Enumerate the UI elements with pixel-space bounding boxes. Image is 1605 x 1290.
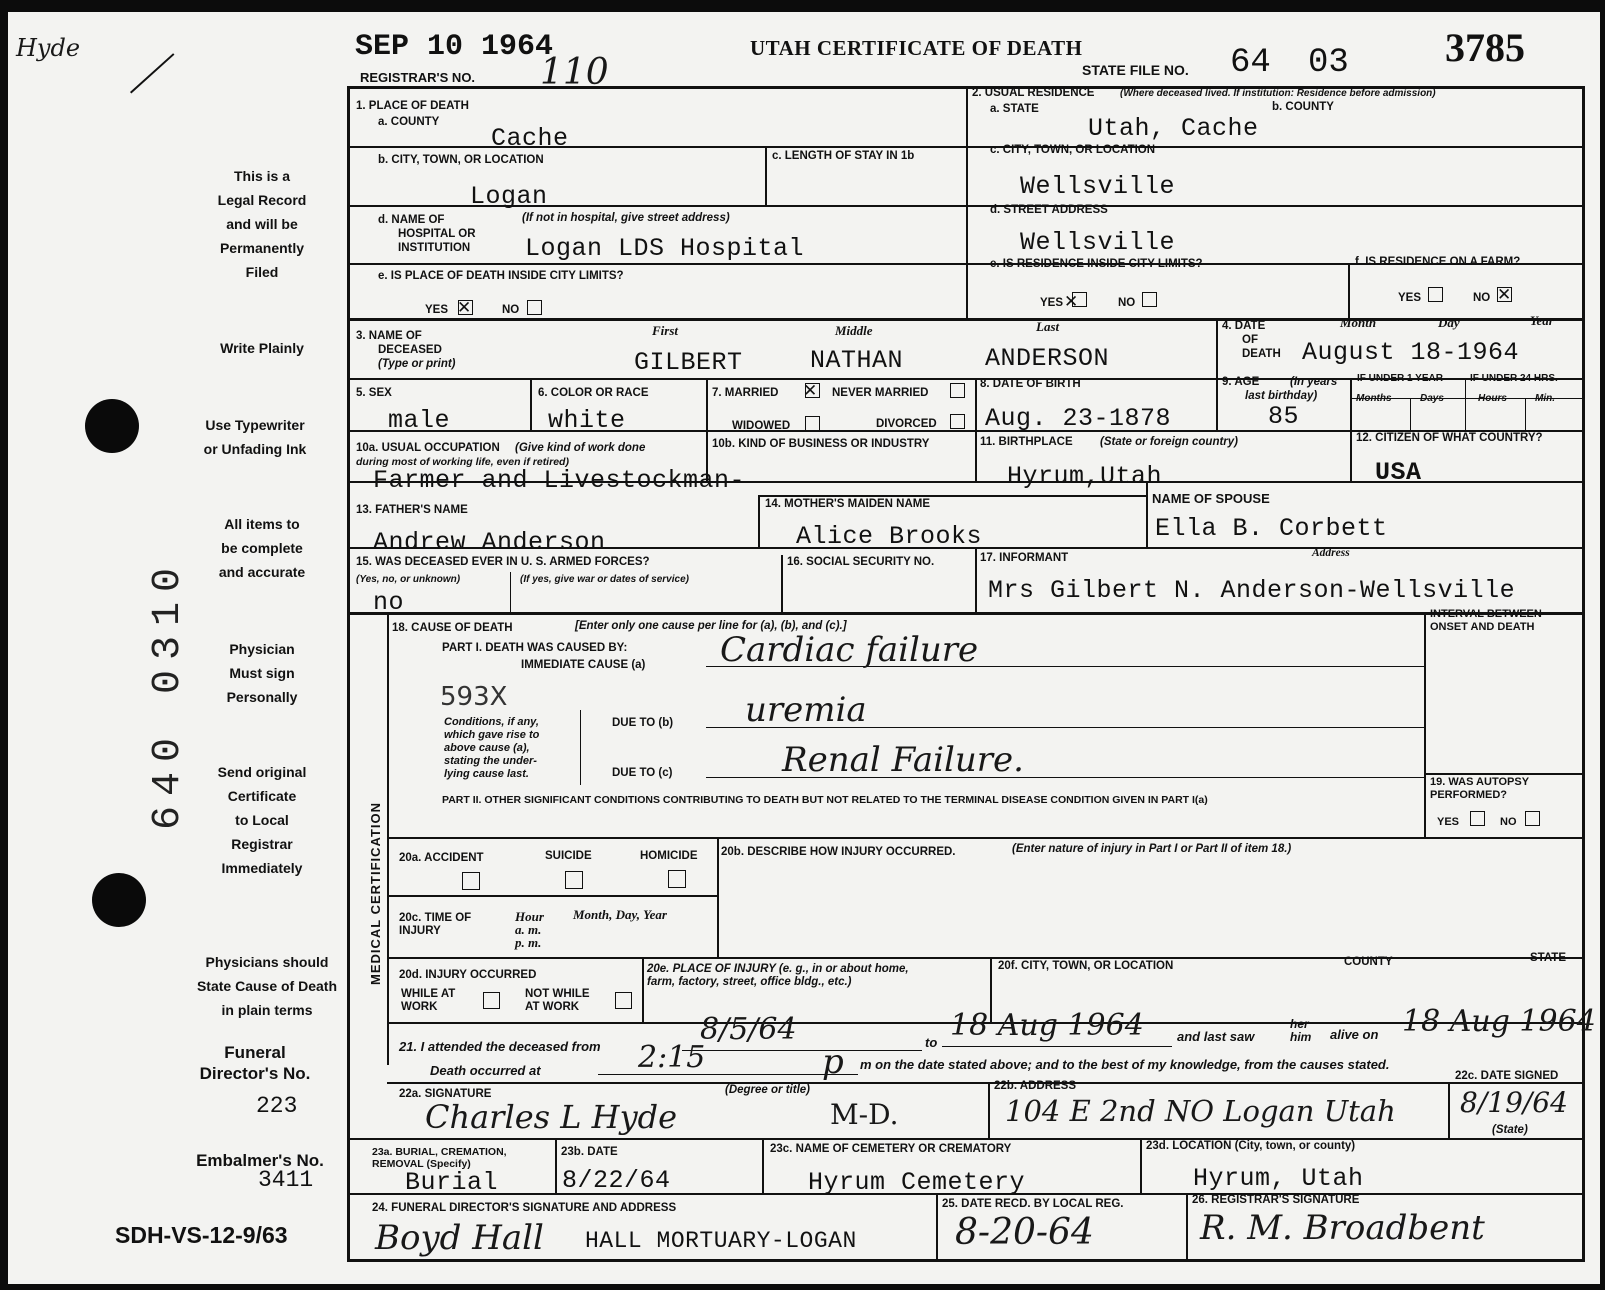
first-label: First — [652, 323, 679, 338]
armed-value: no — [373, 588, 405, 617]
res-city-value: Wellsville — [1020, 172, 1176, 201]
autopsy-yes-checkbox[interactable] — [1470, 811, 1485, 826]
res-state-county-value: Utah, Cache — [1088, 114, 1259, 143]
cause-b-value: uremia — [745, 690, 867, 730]
state-file-b: 03 — [1308, 44, 1349, 82]
city-label: b. CITY, TOWN, OR LOCATION — [378, 154, 544, 166]
injury-state-label: STATE — [1530, 952, 1566, 964]
father-label: 13. FATHER'S NAME — [356, 504, 468, 516]
death-occurred-label: Death occurred at — [430, 1063, 541, 1078]
res-county-label: b. COUNTY — [1272, 101, 1334, 113]
funeral-director-label: Funeral Director's No. — [199, 1043, 311, 1083]
embalmer-no: 3411 — [258, 1167, 314, 1193]
attended-label: 21. I attended the deceased from — [399, 1039, 601, 1054]
alive-on-value: 18 Aug 1964 — [1402, 1004, 1596, 1039]
married-label: 7. MARRIED — [712, 387, 779, 399]
while-at-work-label: WHILE AT WORK — [401, 988, 456, 1013]
month-day-year-label: Month, Day, Year — [573, 907, 667, 922]
while-at-work-checkbox[interactable] — [483, 992, 500, 1009]
name-deceased-label: 3. NAME OF — [356, 330, 422, 342]
location-label: 23d. LOCATION (City, town, or county) — [1146, 1140, 1356, 1152]
complete-note: All items to be complete and accurate — [218, 516, 306, 580]
form-code: SDH-VS-12-9/63 — [115, 1222, 288, 1248]
date-signed-value: 8/19/64 — [1460, 1086, 1568, 1119]
part-1-label: PART I. DEATH WAS CAUSED BY: — [442, 642, 628, 654]
typewriter-note: Use Typewriter or Unfading Ink — [203, 417, 307, 457]
check-mark: ✕ — [1497, 285, 1512, 305]
registrar-no-label: REGISTRAR'S NO. — [360, 70, 476, 85]
name-deceased-label-2: DECEASED — [378, 344, 442, 356]
res-inside-city-label: e. IS RESIDENCE INSIDE CITY LIMITS? — [990, 258, 1203, 270]
address-label: Address — [1312, 547, 1350, 559]
place-of-injury-label: 20e. PLACE OF INJURY (e. g., in or about home, farm, factory, street, office bldg., etc.) — [647, 963, 909, 988]
vertical-serial-number: 640 0310 — [146, 557, 191, 830]
birthplace-note: (State or foreign country) — [1100, 436, 1239, 448]
cemetery-value: Hyrum Cemetery — [808, 1168, 1026, 1197]
county-label: a. COUNTY — [378, 116, 440, 128]
year-label: Year — [1530, 313, 1554, 328]
hospital-label: d. NAME OF — [378, 214, 445, 226]
mother-value: Alice Brooks — [796, 522, 983, 551]
occupation-label: 10a. USUAL OCCUPATION — [356, 442, 500, 454]
first-name-value: GILBERT — [634, 348, 743, 377]
injury-occurred-label: 20d. INJURY OCCURRED — [399, 969, 537, 981]
registrar-sig-label: 26. REGISTRAR'S SIGNATURE — [1192, 1194, 1360, 1206]
him-her-label: her him — [1290, 1017, 1312, 1044]
middle-label: Middle — [835, 323, 873, 338]
dob-value: Aug. 23-1878 — [985, 404, 1172, 433]
date-of-death-label: 4. DATE — [1222, 320, 1266, 332]
attended-to-label: to — [925, 1035, 938, 1050]
embalmer-label: Embalmer's No. — [196, 1151, 324, 1170]
date-of-death-label-3: DEATH — [1242, 348, 1281, 360]
day-label: Day — [1438, 315, 1460, 330]
father-value: Andrew Anderson — [373, 528, 606, 557]
days-label: Days — [1420, 393, 1444, 404]
sig-address-label: 22b. ADDRESS — [994, 1080, 1077, 1092]
funeral-home-value: HALL MORTUARY-LOGAN — [585, 1228, 857, 1254]
check-mark: ✕ — [803, 381, 818, 401]
month-label: Month — [1340, 315, 1377, 330]
degree-label: (Degree or title) — [725, 1084, 810, 1096]
last-label: Last — [1036, 319, 1060, 334]
on-farm-label: f. IS RESIDENCE ON A FARM? — [1355, 256, 1521, 268]
age-note-2: last birthday) — [1245, 390, 1318, 402]
min-label: Min. — [1535, 393, 1555, 404]
alive-on-label: alive on — [1330, 1027, 1379, 1042]
physician-signature: Charles L Hyde — [425, 1098, 678, 1136]
date-of-death-label-2: OF — [1242, 334, 1258, 346]
date-of-death-value: August 18-1964 — [1302, 338, 1520, 367]
punch-hole — [92, 873, 146, 927]
burial-label: 23a. BURIAL, CREMATION, REMOVAL (Specify) — [372, 1146, 507, 1170]
check-mark: ✕ — [457, 298, 472, 318]
describe-injury-label: 20b. DESCRIBE HOW INJURY OCCURRED. — [721, 846, 956, 858]
send-original-note: Send original Certificate to Local Registrar Immediately — [217, 764, 307, 876]
occupation-value: Farmer and Livestockman- — [373, 466, 746, 495]
citizen-value: USA — [1375, 458, 1422, 487]
interval-label: INTERVAL BETWEEN ONSET AND DEATH — [1430, 608, 1542, 633]
never-married-label: NEVER MARRIED — [832, 387, 929, 399]
usual-residence-label: 2. USUAL RESIDENCE — [972, 87, 1095, 99]
burial-date-label: 23b. DATE — [561, 1146, 618, 1158]
spouse-label: NAME OF SPOUSE — [1152, 491, 1270, 506]
middle-name-value: NATHAN — [810, 346, 904, 375]
under-24-hrs-label: IF UNDER 24 HRS. — [1470, 373, 1558, 384]
place-of-death-label: 1. PLACE OF DEATH — [356, 100, 469, 112]
autopsy-no-label: NO — [1500, 816, 1517, 828]
physicians-state-note: Physicians should State Cause of Death in plain terms — [196, 954, 338, 1018]
spouse-value: Ella B. Corbett — [1155, 514, 1388, 543]
time-of-injury-label: 20c. TIME OF INJURY — [399, 912, 472, 937]
funeral-director-signature: Boyd Hall — [375, 1218, 544, 1258]
state-paren-label: (State) — [1492, 1124, 1528, 1136]
hospital-value: Logan LDS Hospital — [525, 234, 805, 263]
last-saw-label: and last saw — [1177, 1029, 1255, 1044]
burial-value: Burial — [405, 1168, 499, 1197]
attended-to-value: 18 Aug 1964 — [950, 1008, 1144, 1043]
write-plainly-note: Write Plainly — [220, 340, 304, 356]
injury-city-label: 20f. CITY, TOWN, OR LOCATION — [998, 960, 1174, 972]
informant-value: Mrs Gilbert N. Anderson-Wellsville — [988, 576, 1516, 605]
cemetery-location-value: Hyrum, Utah — [1193, 1164, 1364, 1193]
death-inside-no-checkbox[interactable] — [527, 300, 542, 315]
street-value: Wellsville — [1020, 228, 1176, 257]
armed-note: (Yes, no, or unknown) — [356, 574, 461, 585]
occupation-note: (Give kind of work done — [515, 442, 646, 454]
check-mark: ✕ — [1064, 292, 1079, 312]
homicide-checkbox[interactable] — [668, 870, 686, 888]
farm-no-label: NO — [1473, 292, 1491, 304]
funeral-director-sig-label: 24. FUNERAL DIRECTOR'S SIGNATURE AND ADDRESS — [372, 1202, 677, 1214]
code-value: 593X — [440, 682, 508, 712]
autopsy-yes-label: YES — [1437, 816, 1460, 828]
immediate-cause-label: IMMEDIATE CAUSE (a) — [521, 659, 646, 671]
hospital-label-3: INSTITUTION — [398, 242, 471, 254]
date-received-label: 25. DATE RECD. BY LOCAL REG. — [942, 1198, 1124, 1210]
birthplace-value: Hyrum,Utah — [1007, 462, 1163, 491]
cause-a-value: Cardiac failure — [720, 630, 979, 670]
autopsy-label: 19. WAS AUTOPSY PERFORMED? — [1430, 776, 1530, 801]
not-while-at-work-label: NOT WHILE AT WORK — [525, 988, 590, 1013]
dob-label: 8. DATE OF BIRTH — [980, 378, 1081, 390]
county-value: Cache — [491, 124, 569, 153]
inside-city-label: e. IS PLACE OF DEATH INSIDE CITY LIMITS? — [378, 270, 624, 282]
never-married-checkbox[interactable] — [950, 383, 965, 398]
injury-county-label: COUNTY — [1344, 956, 1393, 968]
accident-checkbox[interactable] — [462, 872, 480, 890]
autopsy-no-checkbox[interactable] — [1525, 811, 1540, 826]
due-to-b-label: DUE TO (b) — [612, 717, 674, 729]
res-state-label: a. STATE — [990, 103, 1039, 115]
farm-yes-checkbox[interactable] — [1428, 287, 1443, 302]
suicide-label: SUICIDE — [545, 850, 592, 862]
sex-value: male — [388, 406, 451, 435]
cemetery-label: 23c. NAME OF CEMETERY OR CREMATORY — [770, 1143, 1012, 1155]
time-p-value: p — [822, 1042, 844, 1082]
due-to-c-label: DUE TO (c) — [612, 767, 673, 779]
hours-label: Hours — [1478, 393, 1507, 404]
date-stamp: SEP 10 1964 — [355, 30, 554, 64]
race-value: white — [548, 406, 626, 435]
business-label: 10b. KIND OF BUSINESS OR INDUSTRY — [712, 438, 930, 450]
age-value: 85 — [1268, 402, 1300, 431]
armed-forces-label: 15. WAS DECEASED EVER IN U. S. ARMED FORCES? — [356, 556, 650, 568]
accident-label: 20a. ACCIDENT — [399, 852, 484, 864]
not-while-at-work-checkbox[interactable] — [615, 992, 632, 1009]
usual-residence-note: (Where deceased lived. If institution: Residence before admission) — [1120, 88, 1436, 99]
legal-record-note: This is a Legal Record and will be Permanently Filed — [217, 168, 307, 280]
type-print-note: (Type or print) — [378, 358, 456, 370]
state-file-label: STATE FILE NO. — [1082, 62, 1189, 78]
cause-note: [Enter only one cause per line for (a), (b), and (c).] — [575, 620, 847, 632]
race-label: 6. COLOR OR RACE — [538, 387, 649, 399]
res-inside-no-checkbox[interactable] — [1142, 292, 1157, 307]
homicide-label: HOMICIDE — [640, 850, 698, 862]
mother-label: 14. MOTHER'S MAIDEN NAME — [765, 498, 931, 510]
hospital-label-2: HOSPITAL OR — [398, 228, 476, 240]
death-inside-no-label: NO — [502, 304, 520, 316]
last-name-value: ANDERSON — [985, 344, 1110, 373]
death-inside-yes-label: YES — [425, 304, 449, 316]
divorced-checkbox[interactable] — [950, 414, 965, 429]
divorced-label: DIVORCED — [876, 418, 937, 430]
date-signed-label: 22c. DATE SIGNED — [1455, 1070, 1559, 1082]
physician-degree: M-D. — [830, 1098, 899, 1131]
age-note: (In years — [1290, 376, 1338, 388]
cause-of-death-label: 18. CAUSE OF DEATH — [392, 622, 513, 634]
city-value: Logan — [470, 182, 548, 211]
informant-label: 17. INFORMANT — [980, 552, 1069, 564]
funeral-director-no: 223 — [256, 1093, 298, 1119]
signature-label: 22a. SIGNATURE — [399, 1088, 492, 1100]
state-file-a: 64 — [1230, 44, 1271, 82]
suicide-checkbox[interactable] — [565, 871, 583, 889]
res-city-label: c. CITY, TOWN, OR LOCATION — [990, 144, 1156, 156]
occupation-note-2: during most of working life, even if retired) — [356, 456, 569, 468]
time-of-death-value: 2:15 — [638, 1040, 706, 1075]
part-2-label: PART II. OTHER SIGNIFICANT CONDITIONS CONTRIBUTING TO DEATH BUT NOT RELATED TO THE TERMINAL DISEASE CONDITION GIVEN IN PART I(a) — [442, 794, 1208, 806]
physician-sign-note: Physician Must sign Personally — [226, 641, 298, 705]
medical-certification-label: MEDICAL CERTIFICATION — [368, 801, 383, 985]
registrar-no-value: 110 — [540, 52, 609, 93]
citizen-label: 12. CITIZEN OF WHAT COUNTRY? — [1356, 432, 1543, 444]
hospital-note: (If not in hospital, give street address) — [522, 212, 730, 224]
months-label: Months — [1356, 393, 1392, 404]
registrar-signature: R. M. Broadbent — [1200, 1208, 1485, 1248]
knowledge-statement: m on the date stated above; and to the best of my knowledge, from the causes stated. — [860, 1057, 1390, 1072]
punch-hole — [85, 399, 139, 453]
attended-from-value: 8/5/64 — [700, 1012, 797, 1047]
street-label: d. STREET ADDRESS — [990, 204, 1108, 216]
under-1-year-label: IF UNDER 1 YEAR — [1357, 373, 1443, 384]
sex-label: 5. SEX — [356, 387, 392, 399]
res-inside-yes-label: YES — [1040, 297, 1064, 309]
cause-c-value: Renal Failure. — [782, 740, 1024, 780]
farm-yes-label: YES — [1398, 292, 1422, 304]
length-stay-label: c. LENGTH OF STAY IN 1b — [772, 150, 915, 162]
date-received-value: 8-20-64 — [955, 1212, 1094, 1253]
armed-note-2: (If yes, give war or dates of service) — [520, 574, 689, 585]
widowed-label: WIDOWED — [732, 420, 791, 432]
hour-label: Hour a. m. p. m. — [515, 909, 544, 950]
res-inside-no-label: NO — [1118, 297, 1136, 309]
certificate-number: 3785 — [1445, 25, 1525, 70]
conditions-note: Conditions, if any, which gave rise to above cause (a), stating the under- lying cause last. — [444, 716, 540, 780]
physician-address: 104 E 2nd NO Logan Utah — [1005, 1094, 1396, 1128]
describe-injury-note: (Enter nature of injury in Part I or Part II of item 18.) — [1012, 843, 1292, 855]
burial-date-value: 8/22/64 — [562, 1166, 671, 1195]
corner-note: Hyde — [16, 34, 81, 62]
certificate-title: UTAH CERTIFICATE OF DEATH — [750, 36, 1083, 60]
widowed-checkbox[interactable] — [805, 416, 820, 431]
ssn-label: 16. SOCIAL SECURITY NO. — [787, 556, 935, 568]
age-label: 9. AGE — [1222, 376, 1260, 388]
birthplace-label: 11. BIRTHPLACE — [980, 436, 1073, 448]
